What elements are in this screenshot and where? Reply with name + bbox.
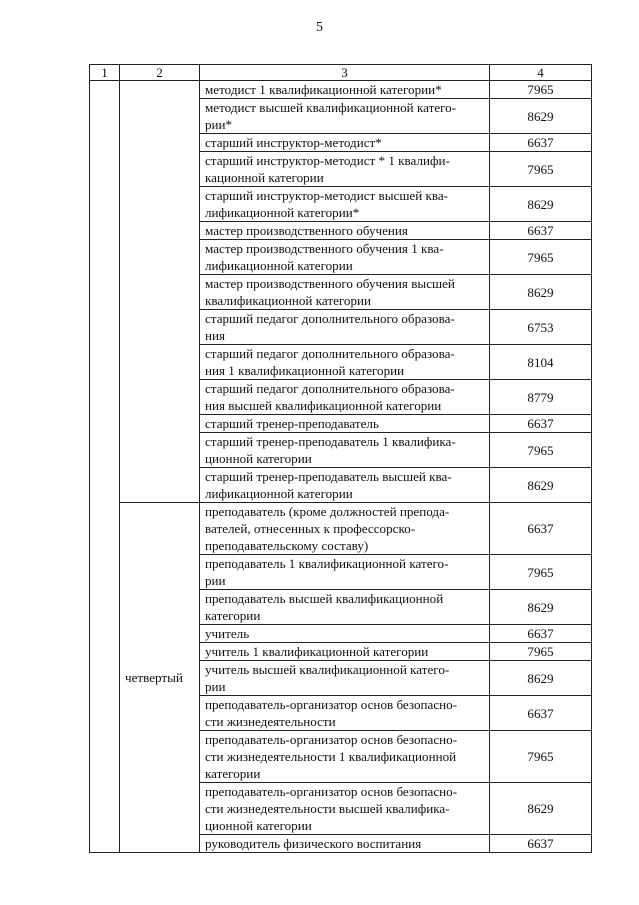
table-body — [90, 81, 592, 853]
position-cell: старший инструктор-методист * 1 квалифи- кационной категории — [200, 152, 490, 187]
position-cell: старший педагог дополнительного образова- ния 1 квалификационной категории — [200, 345, 490, 380]
table-row — [90, 81, 592, 99]
value-cell: 7965 — [490, 555, 592, 590]
value-cell: 7965 — [490, 643, 592, 661]
value-cell: 6637 — [490, 696, 592, 731]
positions-salary-table — [89, 64, 592, 853]
position-cell: старший тренер-преподаватель высшей ква- лификационной категории — [200, 468, 490, 503]
value-cell: 8629 — [490, 590, 592, 625]
page-number: 5 — [316, 20, 323, 35]
category-cell: четвертый — [120, 503, 200, 853]
column-header-2: 2 — [120, 65, 200, 81]
position-cell: мастер производственного обучения высшей квалификационной категории — [200, 275, 490, 310]
value-cell: 7965 — [490, 240, 592, 275]
table-row — [90, 503, 592, 555]
position-cell: преподаватель высшей квалификационной категории — [200, 590, 490, 625]
position-cell: старший педагог дополнительного образова- ния — [200, 310, 490, 345]
position-cell: преподаватель (кроме должностей препода- вателей, отнесенных к профессорско- преподавательскому составу) — [200, 503, 490, 555]
value-cell: 6637 — [490, 503, 592, 555]
position-cell: мастер производственного обучения — [200, 222, 490, 240]
position-cell: старший инструктор-методист* — [200, 134, 490, 152]
position-cell: преподаватель 1 квалификационной катего- рии — [200, 555, 490, 590]
position-cell: старший инструктор-методист высшей ква- лификационной категории* — [200, 187, 490, 222]
value-cell: 7965 — [490, 433, 592, 468]
position-cell: учитель — [200, 625, 490, 643]
value-cell: 8629 — [490, 99, 592, 134]
value-cell: 7965 — [490, 731, 592, 783]
value-cell: 6637 — [490, 222, 592, 240]
value-cell: 6637 — [490, 625, 592, 643]
position-cell: преподаватель-организатор основ безопасно- сти жизнедеятельности высшей квалифика- ционной категории — [200, 783, 490, 835]
column-header-1: 1 — [90, 65, 120, 81]
value-cell: 6753 — [490, 310, 592, 345]
value-cell: 8629 — [490, 783, 592, 835]
position-cell: методист 1 квалификационной категории* — [200, 81, 490, 99]
value-cell: 6637 — [490, 415, 592, 433]
position-cell: старший педагог дополнительного образова- ния высшей квалификационной категории — [200, 380, 490, 415]
column-1-cell — [90, 81, 120, 853]
value-cell: 7965 — [490, 152, 592, 187]
position-cell: руководитель физического воспитания — [200, 835, 490, 853]
column-header-3: 3 — [200, 65, 490, 81]
position-cell: учитель 1 квалификационной категории — [200, 643, 490, 661]
position-cell: мастер производственного обучения 1 ква- лификационной категории — [200, 240, 490, 275]
value-cell: 7965 — [490, 81, 592, 99]
value-cell: 8629 — [490, 661, 592, 696]
position-cell: преподаватель-организатор основ безопасно- сти жизнедеятельности 1 квалификационной категории — [200, 731, 490, 783]
position-cell: старший тренер-преподаватель — [200, 415, 490, 433]
value-cell: 8629 — [490, 275, 592, 310]
position-cell: преподаватель-организатор основ безопасно- сти жизнедеятельности — [200, 696, 490, 731]
position-cell: старший тренер-преподаватель 1 квалифика- ционной категории — [200, 433, 490, 468]
position-cell: методист высшей квалификационной катего- рии* — [200, 99, 490, 134]
column-header-4: 4 — [490, 65, 592, 81]
value-cell: 6637 — [490, 835, 592, 853]
value-cell: 8104 — [490, 345, 592, 380]
table-header-row — [90, 65, 592, 81]
value-cell: 8779 — [490, 380, 592, 415]
value-cell: 8629 — [490, 468, 592, 503]
position-cell: учитель высшей квалификационной катего- рии — [200, 661, 490, 696]
value-cell: 8629 — [490, 187, 592, 222]
value-cell: 6637 — [490, 134, 592, 152]
category-cell — [120, 81, 200, 503]
